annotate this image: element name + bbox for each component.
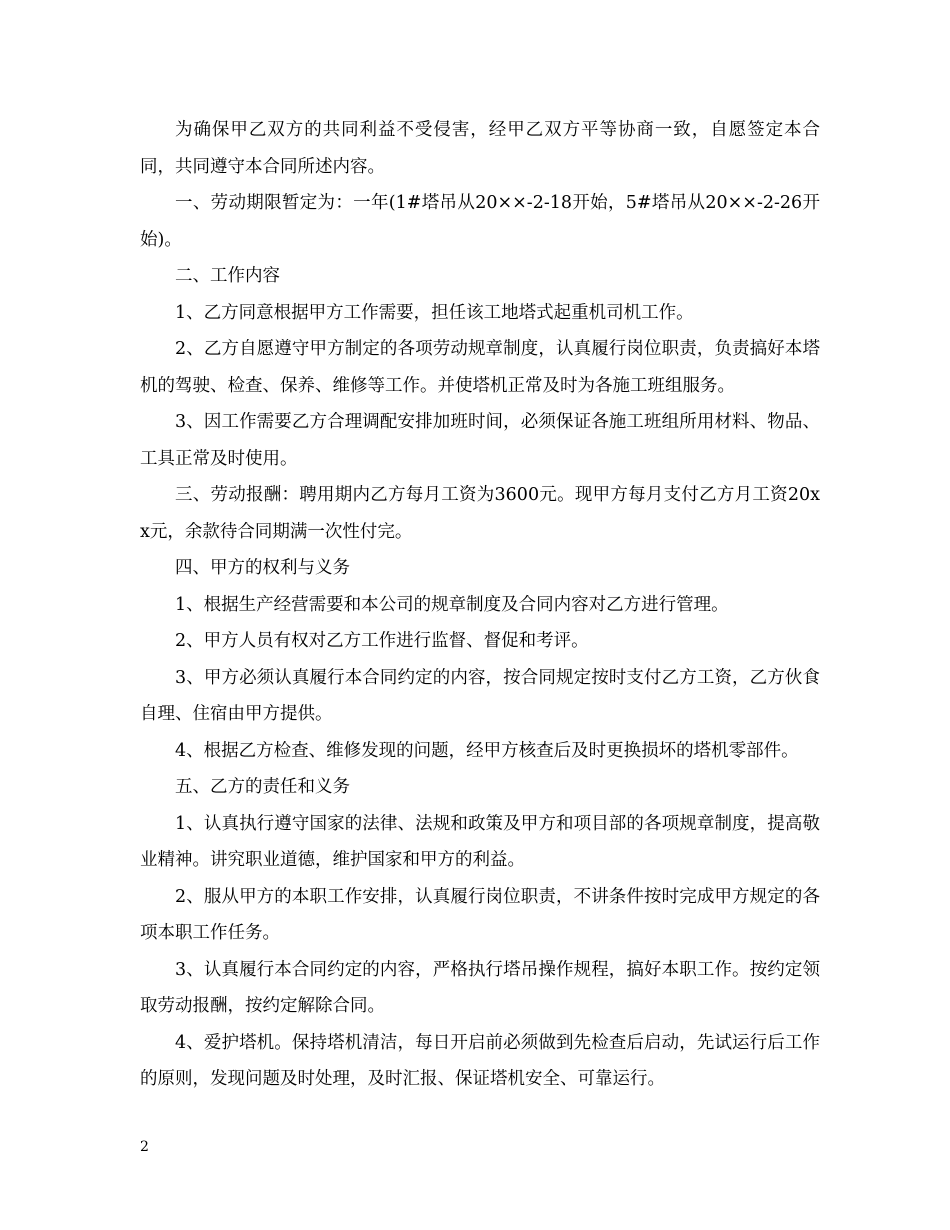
section-heading-party-a: 四、甲方的权利与义务 [175,558,350,578]
page-number: 2 [140,1139,149,1155]
paragraph-party-b-3: 3、认真履行本合同约定的内容，严格执行塔吊操作规程，搞好本职工作。按约定领取劳动报酬，按约定解除合同。 [140,959,820,1016]
paragraph-party-b-2: 2、服从甲方的本职工作安排，认真履行岗位职责，不讲条件按时完成甲方规定的各项本职工作任务。 [140,886,820,943]
paragraph-work-2: 2、乙方自愿遵守甲方制定的各项劳动规章制度，认真履行岗位职责，负责搞好本塔机的驾驶、检查、保养、维修等工作。并使塔机正常及时为各施工班组服务。 [140,339,820,396]
paragraph-party-a-3: 3、甲方必须认真履行本合同约定的内容，按合同规定按时支付乙方工资，乙方伙食自理、住宿由甲方提供。 [140,667,820,724]
paragraph-party-b-4: 4、爱护塔机。保持塔机清洁，每日开启前必须做到先检查后启动，先试运行后工作的原则，发现问题及时处理，及时汇报、保证塔机安全、可靠运行。 [140,1032,820,1089]
paragraph-work-1: 1、乙方同意根据甲方工作需要，担任该工地塔式起重机司机工作。 [175,302,694,323]
paragraph-party-a-1: 1、根据生产经营需要和本公司的规章制度及合同内容对乙方进行管理。 [175,594,729,615]
document-body [140,112,820,1098]
section-heading-party-b: 五、乙方的责任和义务 [175,777,350,797]
paragraph-work-3: 3、因工作需要乙方合理调配安排加班时间，必须保证各施工班组所用材料、物品、工具正常及时使用。 [140,412,820,469]
section-heading-work-content: 二、工作内容 [175,266,280,286]
paragraph-term: 一、劳动期限暂定为：一年(1#塔吊从20××-2-18开始，5#塔吊从20××-2-26开始)。 [140,193,820,250]
paragraph-party-a-2: 2、甲方人员有权对乙方工作进行监督、督促和考评。 [175,631,589,651]
paragraph-remuneration: 三、劳动报酬：聘用期内乙方每月工资为3600元。现甲方每月支付乙方月工资20xx元，余款待合同期满一次性付完。 [140,485,820,542]
paragraph-party-b-1: 1、认真执行遵守国家的法律、法规和政策及甲方和项目部的各项规章制度，提高敬业精神。讲究职业道德，维护国家和甲方的利益。 [140,813,820,870]
paragraph-party-a-4: 4、根据乙方检查、维修发现的问题，经甲方核查后及时更换损坏的塔机零部件。 [175,740,799,761]
paragraph-intro: 为确保甲乙双方的共同利益不受侵害，经甲乙双方平等协商一致，自愿签定本合同，共同遵守本合同所述内容。 [140,120,820,177]
